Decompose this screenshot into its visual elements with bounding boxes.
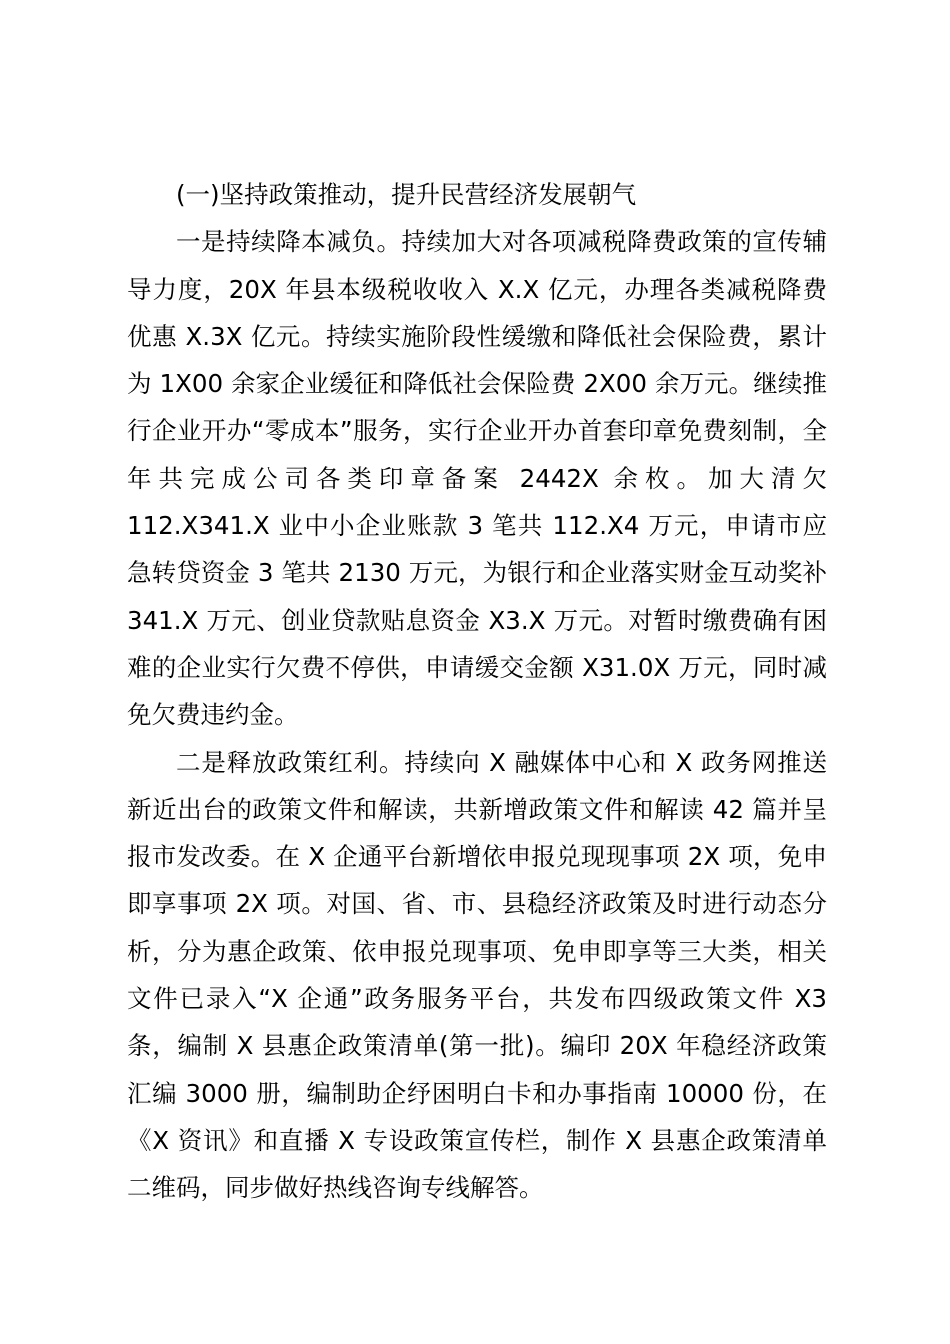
paragraph-policy-dividend: 二是释放政策红利。持续向 X 融媒体中心和 X 政务网推送新近出台的政策文件和解读，共新增政策文件和解读 42 篇并呈报市发改委。在 X 企通平台新增依申报兑现现事项 2X 项，免申即享事项 2X 项。对国、省、市、县稳经济政策及时进行动态分析，分为惠企政策、依申报兑现事项、免申即享等三大类，相关文件已录入“X 企通”政务服务平台，共发布四级政策文件 X3 条，编制 X 县惠企政策清单(第一批)。编印 20X 年稳经济政策汇编 3000 册，编制助企纾困明白卡和办事指南 10000 份，在《X 资讯》和直播 X 专设政策宣传栏，制作 X 县惠企政策清单二维码，同步做好热线咨询专线解答。 <box>127 747 827 1203</box>
paragraph-cost-reduction: 一是持续降本减负。持续加大对各项减税降费政策的宣传辅导力度，20X 年县本级税收收入 X.X 亿元，办理各类减税降费优惠 X.3X 亿元。持续实施阶段性缓缴和降低社会保险费，累计为 1X00 余家企业缓征和降低社会保险费 2X00 余万元。继续推行企业开办“零成本”服务，实行企业开办首套印章免费刻制，全年共完成公司各类印章备案 2442X 余枚。加大清欠 112.X341.X 业中小企业账款 3 笔共 112.X4 万元，申请市应急转贷资金 3 笔共 2130 万元，为银行和企业落实财金互动奖补 341.X 万元、创业贷款贴息资金 X3.X 万元。对暂时缴费确有困难的企业实行欠费不停供，申请缓交金额 X31.0X 万元，同时减免欠费违约金。 <box>127 227 827 730</box>
section-heading: (一)坚持政策推动，提升民营经济发展朝气 <box>176 180 637 209</box>
document-body <box>127 171 827 1212</box>
